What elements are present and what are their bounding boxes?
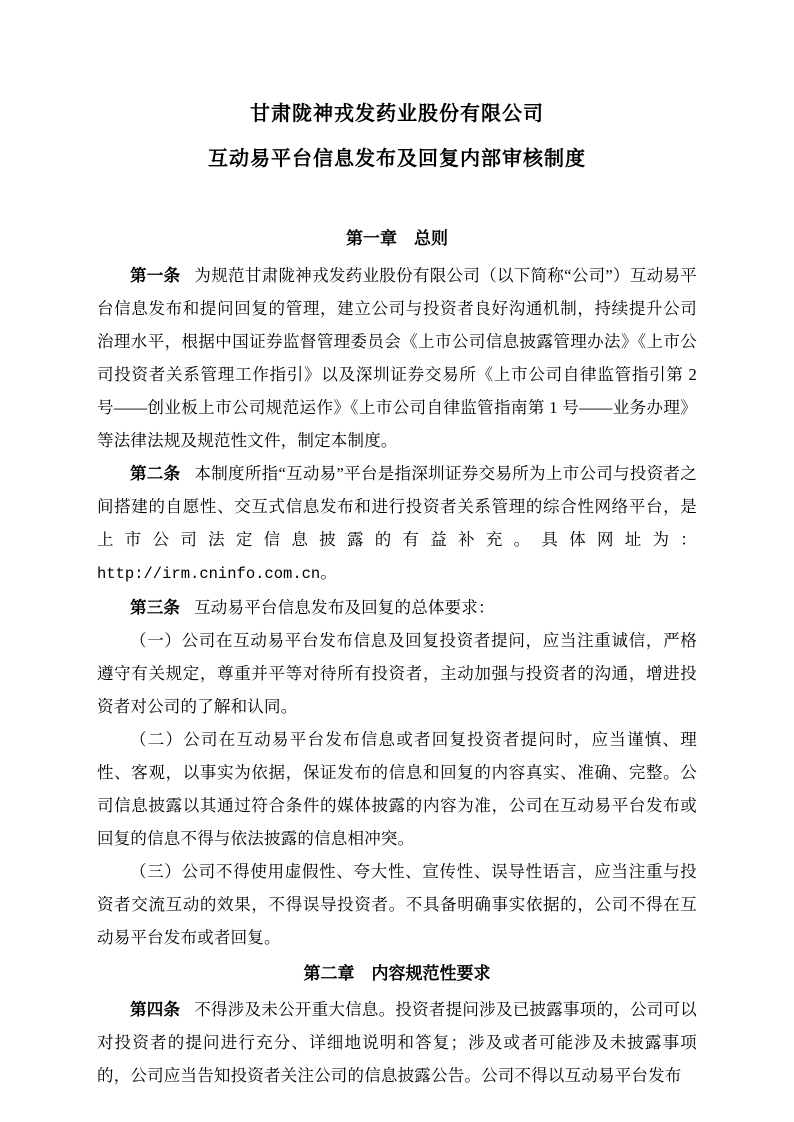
- title-line-2: 互动易平台信息发布及回复内部审核制度: [208, 148, 586, 170]
- item-1-text: （一）公司在互动易平台发布信息及回复投资者提问，应当注重诚信，严格遵守有关规定，尊重并平等对待所有投资者，主动加强与投资者的沟通，增进投资者对公司的了解和认同。: [97, 631, 697, 716]
- article-2-text: 本制度所指“互动易”平台是指深圳证券交易所为上市公司与投资者之间搭建的自愿性、交互式信息发布和进行投资者关系管理的综合性网络平台，是上市公司法定信息披露的有益补充。具体网址为：: [97, 464, 697, 549]
- article-1-label: 第一条: [130, 266, 181, 285]
- item-2-paragraph: [97, 723, 697, 855]
- article-3-text: 互动易平台信息发布及回复的总体要求：: [194, 598, 495, 617]
- platform-url: http://irm.cninfo.com.cn: [97, 565, 321, 583]
- article-2-label: 第二条: [130, 464, 181, 483]
- article-3-paragraph: [97, 591, 697, 624]
- item-3-text: （三）公司不得使用虚假性、夸大性、宣传性、误导性语言，应当注重与投资者交流互动的效果，不得误导投资者。不具备明确事实依据的，公司不得在互动易平台发布或者回复。: [97, 862, 697, 947]
- article-1-paragraph: [97, 259, 697, 457]
- item-2-text: （二）公司在互动易平台发布信息或者回复投资者提问时，应当谨慎、理性、客观，以事实为依据，保证发布的信息和回复的内容真实、准确、完整。公司信息披露以其通过符合条件的媒体披露的内容为准，公司在互动易平台发布或回复的信息不得与依法披露的信息相冲突。: [97, 730, 697, 848]
- item-1-paragraph: [97, 624, 697, 723]
- article-2-paragraph: [97, 457, 697, 591]
- title-line-1: 甘肃陇神戎发药业股份有限公司: [250, 103, 544, 125]
- article-2-text-after-url: 。: [320, 563, 337, 582]
- article-4-label: 第四条: [130, 1000, 181, 1019]
- chapter-1-heading: 第一章 总则: [346, 229, 448, 248]
- document-title: [97, 92, 697, 182]
- item-3-paragraph: [97, 855, 697, 954]
- article-3-label: 第三条: [130, 598, 181, 617]
- article-4-text: 不得涉及未公开重大信息。投资者提问涉及已披露事项的，公司可以对投资者的提问进行充分、详细地说明和答复；涉及或者可能涉及未披露事项的，公司应当告知投资者关注公司的信息披露公告。公司不得以互动易平台发布: [97, 1000, 697, 1085]
- chapter-2-heading: 第二章 内容规范性要求: [303, 964, 491, 983]
- article-1-text: 为规范甘肃陇神戎发药业股份有限公司（以下简称“公司”）互动易平台信息发布和提问回复的管理，建立公司与投资者良好沟通机制，持续提升公司治理水平，根据中国证券监督管理委员会《上市公司信息披露管理办法》《上市公司投资者关系管理工作指引》以及深圳证券交易所《上市公司自律监管指引第 2 号——创业板上市公司规范运作》《上市公司自律监管指南第 1 号——业务办理》等法律法规及规范性文件，制定本制度。: [97, 266, 697, 450]
- article-4-paragraph: [97, 993, 697, 1092]
